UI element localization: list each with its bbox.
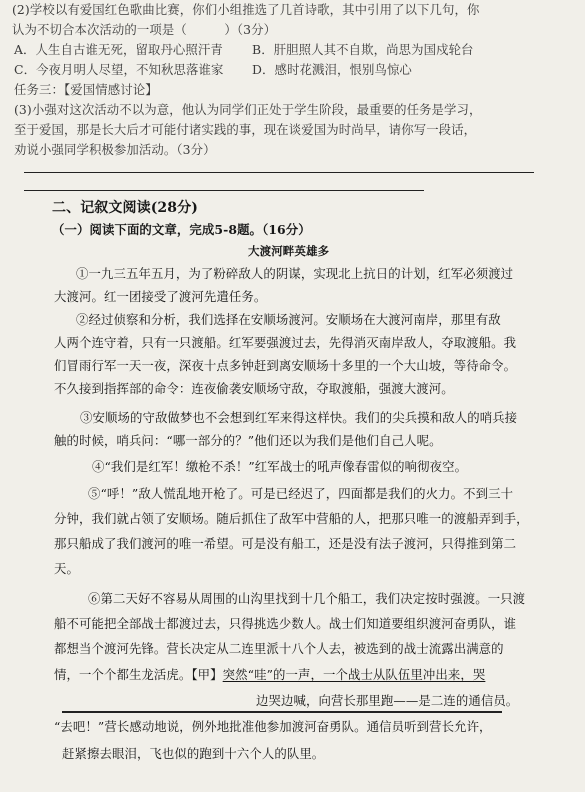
answer-line: [24, 190, 424, 191]
paragraph-7-line-1: “去吧！”营长感动地说，例外地批准他参加渡河奋勇队。通信员听到营长允许，: [54, 719, 492, 734]
paragraph-2-line-3: 们冒雨行军一天一夜，深夜十点多钟赶到离安顺场十多里的一个大山坡，等待命令。: [54, 358, 517, 373]
paragraph-6-line-3: 都想当个渡河先锋。营长决定从二连里派十八个人去，被选到的战士流露出满意的: [54, 641, 504, 656]
paragraph-2-line-1: ②经过侦察和分析，我们选择在安顺场渡河。安顺场在大渡河南岸，那里有敌: [76, 312, 501, 327]
paragraph-5-line-3: 那只船成了我们渡河的唯一希望。可是没有船工，还是没有法子渡河，只得推到第二: [54, 536, 517, 551]
paragraph-6-line-4-start: 情，一个个都生龙活虎。【甲】: [54, 667, 223, 682]
option-a: A．人生自古谁无死，留取丹心照汗青: [14, 42, 223, 57]
paragraph-1-line-1: ①一九三五年五月，为了粉碎敌人的阴谋，实现北上抗日的计划，红军必须渡过: [76, 266, 514, 281]
paragraph-1-line-2: 大渡河。红一团接受了渡河先遣任务。: [54, 289, 267, 304]
paragraph-6-line-5: 边哭边喊，向营长那里跑——是二连的通信员。: [256, 693, 519, 708]
answer-line: [24, 172, 534, 173]
article-title: 大渡河畔英雄多: [248, 244, 330, 258]
underline-mark: [62, 711, 502, 713]
paragraph-2-line-4: 不久接到指挥部的命令：连夜偷袭安顺场守敌，夺取渡船，强渡大渡河。: [54, 381, 454, 396]
question-2-line-2: 认为不切合本次活动的一项是（ ）（3分）: [12, 22, 277, 37]
option-b: B．肝胆照人其不自欺，尚思为国戍轮台: [252, 42, 474, 57]
paragraph-5-line-2: 分钟，我们就占领了安顺场。随后抓住了敌军中营船的人，把那只唯一的渡船弄到手，: [54, 511, 529, 526]
underlined-sentence-a: 突然“哇”的一声，一个战士从队伍里冲出来，哭: [222, 667, 486, 682]
option-d: D．感时花溅泪，恨别鸟惊心: [252, 62, 412, 77]
option-c: C．今夜月明人尽望，不知秋思落谁家: [14, 62, 224, 77]
paragraph-7-line-2: 赶紧擦去眼泪，飞也似的跑到十六个人的队里。: [62, 746, 325, 761]
paragraph-5-line-1: ⑤“呼！”敌人慌乱地开枪了。可是已经迟了，四面都是我们的火力。不到三十: [88, 486, 514, 501]
paragraph-4-line-1: ④“我们是红军！缴枪不杀！”红军战士的吼声像春雷似的响彻夜空。: [92, 459, 468, 474]
paragraph-6-line-4: [54, 667, 485, 683]
sub-section-heading: （一）阅读下面的文章，完成5-8题。（16分）: [52, 222, 311, 237]
question-2-line-1: (2)学校以有爱国红色歌曲比赛，你们小组推选了几首诗歌，其中引用了以下几句，你: [12, 2, 480, 17]
paragraph-6-line-1: ⑥第二天好不容易从周围的山沟里找到十几个船工，我们决定按时强渡。一只渡: [88, 591, 526, 606]
paragraph-3-line-2: 触的时候，哨兵问：“哪一部分的？”他们还以为我们是他们自己人呢。: [54, 433, 442, 448]
question-3-line-2: 至于爱国，那是长大后才可能付诸实践的事，现在谈爱国为时尚早，请你写一段话，: [14, 122, 477, 137]
paragraph-6-line-2: 船不可能把全部战士都渡过去，只得挑选少数人。战士们知道要组织渡河奋勇队，谁: [54, 616, 517, 631]
task-three-label: 任务三：【爱国情感讨论】: [14, 82, 158, 97]
paragraph-5-line-4: 天。: [54, 561, 79, 576]
section-heading: 二、记叙文阅读(28分): [52, 200, 198, 216]
paragraph-2-line-2: 人两个连守着，只有一只渡船。红军要强渡过去，先得消灭南岸敌人，夺取渡船。我: [54, 335, 517, 350]
question-3-line-3: 劝说小强同学积极参加活动。（3分）: [14, 142, 216, 157]
question-3-line-1: (3)小强对这次活动不以为意，他认为同学们正处于学生阶段，最重要的任务是学习，: [14, 102, 482, 117]
paragraph-3-line-1: ③安顺场的守敌做梦也不会想到红军来得这样快。我们的尖兵摸和敌人的哨兵接: [80, 410, 518, 425]
